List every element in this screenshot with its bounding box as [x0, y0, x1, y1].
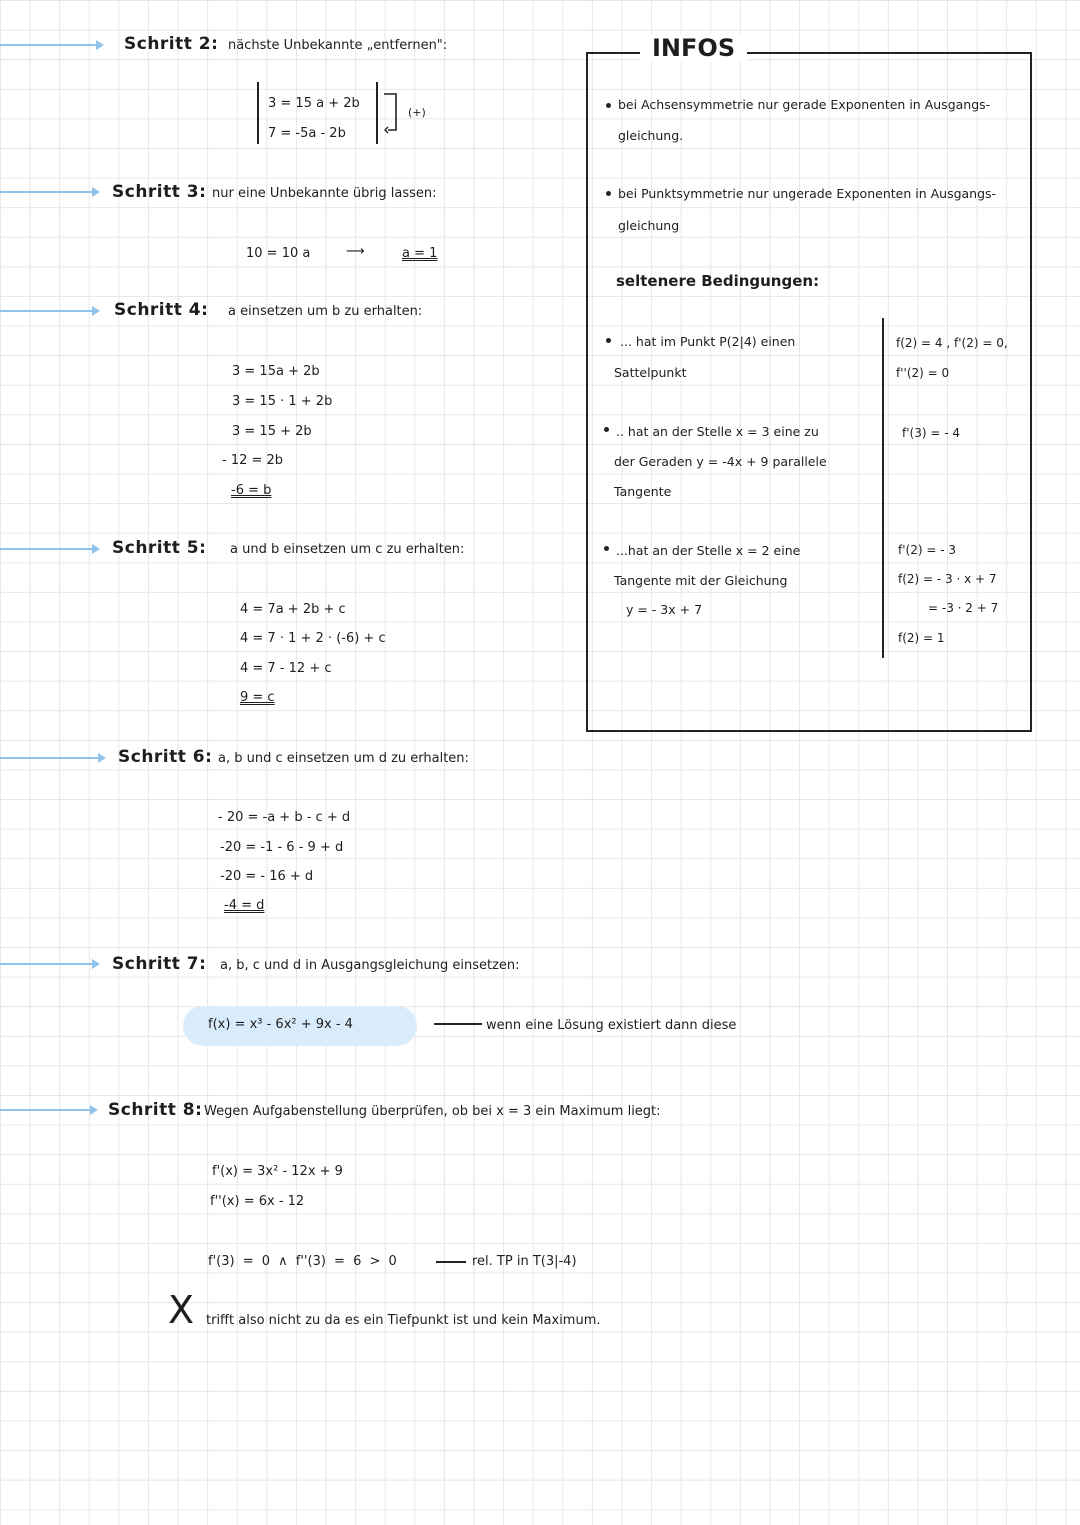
condition-saddle-line-1: ... hat im Punkt P(2|4) einen — [620, 334, 796, 349]
step-5-line-1: 4 = 7a + 2b + c — [240, 602, 346, 617]
bullet-1 — [606, 103, 611, 108]
step-6-result: -4 = d — [224, 898, 265, 913]
step-4-line-3: 3 = 15 + 2b — [232, 424, 312, 439]
step-5-result: 9 = c — [240, 690, 275, 705]
step-4-line-4: - 12 = 2b — [222, 453, 284, 468]
condition-saddle-line-2: Sattelpunkt — [614, 365, 687, 380]
info-point-symmetry-line-2: gleichung — [618, 218, 680, 233]
step-3-arrow — [0, 191, 98, 193]
condition-parallel-result: f'(3) = - 4 — [902, 426, 960, 440]
step-4-arrow — [0, 310, 98, 312]
step-7-description: a, b, c und d in Ausgangsgleichung einsetzen: — [220, 958, 520, 973]
step-7-label: Schritt 7: — [112, 954, 207, 974]
step-4-label: Schritt 4: — [114, 300, 209, 320]
step-3-label: Schritt 3: — [112, 182, 207, 202]
step-3-description: nur eine Unbekannte übrig lassen: — [212, 186, 437, 201]
add-bracket-icon — [382, 92, 406, 138]
second-derivative: f''(x) = 6x - 12 — [210, 1194, 305, 1209]
implies-arrow: ⟶ — [346, 244, 365, 259]
infos-title: INFOS — [640, 34, 747, 62]
bullet-5 — [604, 546, 609, 551]
condition-tangent-result-1: f'(2) = - 3 — [898, 543, 956, 557]
bullet-3 — [606, 338, 611, 343]
step-2-equation-1: 3 = 15 a + 2b — [268, 96, 360, 111]
step-6-label: Schritt 6: — [118, 747, 213, 767]
step-5-label: Schritt 5: — [112, 538, 207, 558]
condition-tangent-line-3: y = - 3x + 7 — [626, 602, 703, 617]
system-left-bar — [257, 82, 259, 144]
extremum-check: f'(3) = 0 ∧ f''(3) = 6 > 0 — [208, 1254, 397, 1269]
system-right-bar — [376, 82, 378, 144]
step-8-label: Schritt 8: — [108, 1100, 203, 1120]
step-2-equation-2: 7 = -5a - 2b — [268, 126, 346, 141]
step-4-result: -6 = b — [231, 483, 272, 498]
step-5-line-3: 4 = 7 - 12 + c — [240, 661, 332, 676]
info-point-symmetry-line-1: bei Punktsymmetrie nur ungerade Exponenten in Ausgangs- — [618, 186, 997, 201]
step-2-description: nächste Unbekannte „entfernen": — [228, 38, 448, 53]
step-7-note: wenn eine Lösung existiert dann diese — [486, 1018, 737, 1033]
condition-parallel-line-1: .. hat an der Stelle x = 3 eine zu — [616, 424, 819, 439]
condition-tangent-result-4: f(2) = 1 — [898, 631, 945, 645]
step-8-conclusion: trifft also nicht zu da es ein Tiefpunkt ist und kein Maximum. — [206, 1313, 601, 1328]
step-8-result: rel. TP in T(3|-4) — [472, 1254, 577, 1269]
step-5-description: a und b einsetzen um c zu erhalten: — [230, 542, 465, 557]
bullet-2 — [606, 191, 611, 196]
step-4-line-1: 3 = 15a + 2b — [232, 364, 320, 379]
cross-mark: X — [168, 1288, 195, 1332]
condition-saddle-result-1: f(2) = 4 , f'(2) = 0, — [896, 336, 1008, 350]
first-derivative: f'(x) = 3x² - 12x + 9 — [212, 1164, 343, 1179]
info-axis-symmetry-line-2: gleichung. — [618, 128, 684, 143]
condition-saddle-result-2: f''(2) = 0 — [896, 366, 950, 380]
step-5-line-2: 4 = 7 · 1 + 2 · (-6) + c — [240, 631, 386, 646]
step-8-arrow — [0, 1109, 96, 1111]
step-6-description: a, b und c einsetzen um d zu erhalten: — [218, 751, 469, 766]
step-7-arrow — [0, 963, 98, 965]
step-5-arrow — [0, 548, 98, 550]
result-arrow — [436, 1261, 466, 1263]
step-3-equation: 10 = 10 a — [246, 246, 311, 261]
step-8-description: Wegen Aufgabenstellung überprüfen, ob bei x = 3 ein Maximum liegt: — [204, 1104, 661, 1119]
step-6-line-1: - 20 = -a + b - c + d — [218, 810, 351, 825]
condition-tangent-line-1: ...hat an der Stelle x = 2 eine — [616, 543, 801, 558]
infos-subtitle: seltenere Bedingungen: — [616, 272, 820, 290]
condition-parallel-line-3: Tangente — [614, 484, 672, 499]
condition-tangent-result-2: f(2) = - 3 · x + 7 — [898, 572, 997, 586]
condition-divider — [882, 318, 884, 658]
step-4-description: a einsetzen um b zu erhalten: — [228, 304, 423, 319]
condition-tangent-result-3: = -3 · 2 + 7 — [928, 601, 999, 615]
step-2-label: Schritt 2: — [124, 34, 219, 54]
step-6-line-3: -20 = - 16 + d — [220, 869, 314, 884]
infos-box — [586, 52, 1032, 732]
step-2-arrow — [0, 44, 102, 46]
condition-parallel-line-2: der Geraden y = -4x + 9 parallele — [614, 454, 827, 469]
info-axis-symmetry-line-1: bei Achsensymmetrie nur gerade Exponenten in Ausgangs- — [618, 97, 991, 112]
step-6-line-2: -20 = -1 - 6 - 9 + d — [220, 840, 344, 855]
step-2-operation: (+) — [408, 106, 426, 119]
step-4-line-2: 3 = 15 · 1 + 2b — [232, 394, 333, 409]
bullet-4 — [604, 427, 609, 432]
step-3-result: a = 1 — [402, 246, 438, 261]
final-function: f(x) = x³ - 6x² + 9x - 4 — [208, 1017, 353, 1032]
step-6-arrow — [0, 757, 104, 759]
note-arrow — [434, 1023, 482, 1025]
condition-tangent-line-2: Tangente mit der Gleichung — [614, 573, 788, 588]
